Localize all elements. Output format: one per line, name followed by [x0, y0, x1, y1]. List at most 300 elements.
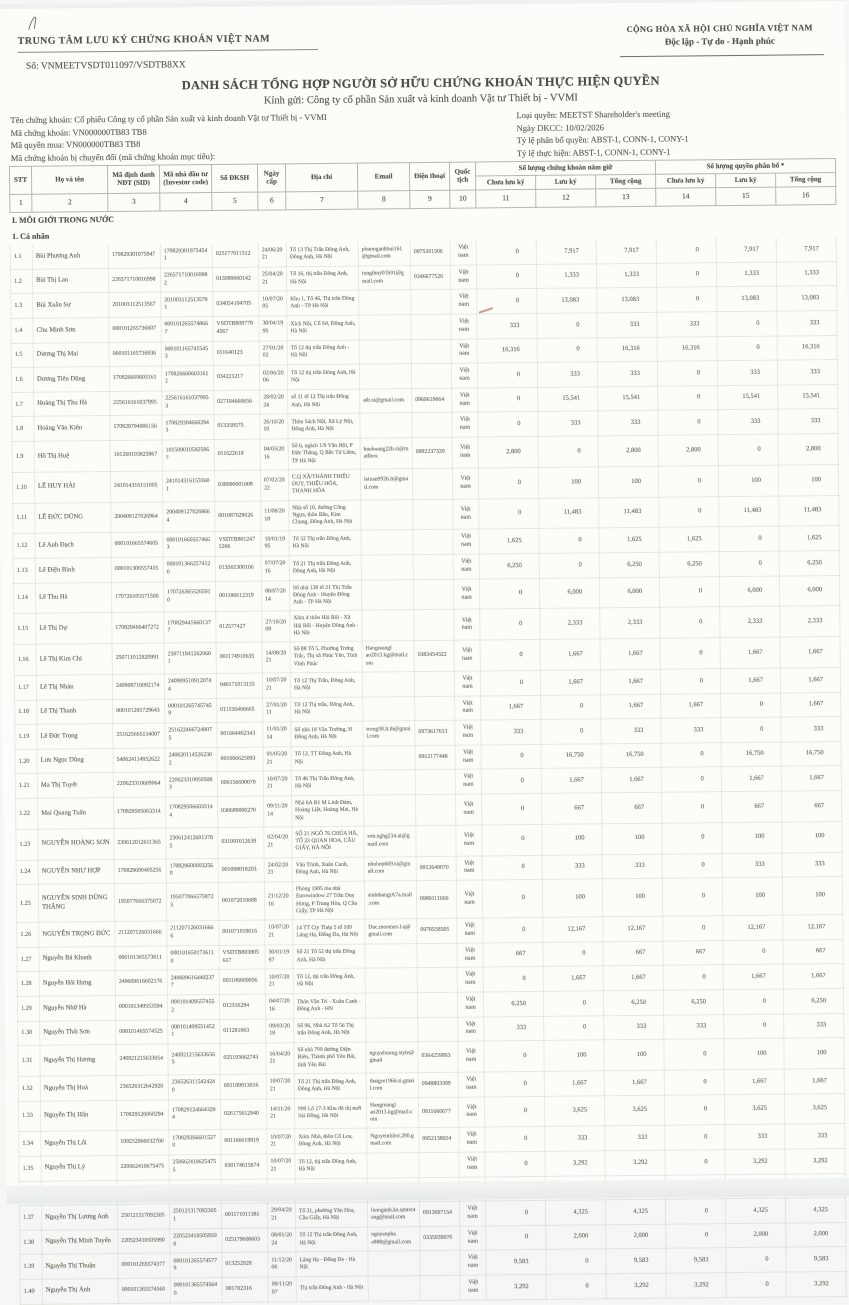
cell-address: Số 21 Tổ 52 thị trấn Đông Anh, Hà Nội	[293, 944, 365, 969]
cell-name: Nguyễn Thị Hân	[40, 1100, 116, 1132]
cell-held-total: 15,541	[598, 386, 658, 411]
cell-sid: 250711012820991	[112, 643, 164, 674]
cell-sid: 000101265574377	[118, 1253, 170, 1278]
cell-phone: 0913697154	[419, 1201, 459, 1226]
cell-rights-unregistered: 0	[662, 822, 722, 853]
cell-dksh: 001106600056	[219, 969, 265, 994]
cell-held-unregistered: 0	[480, 609, 540, 640]
cell-held-unregistered: 0	[482, 855, 542, 880]
cell-dksh: 013089060142	[212, 267, 258, 292]
cell-sid: 251625665134007	[113, 723, 165, 748]
cell-held-unregistered: 0	[479, 498, 539, 529]
cell-phone: 0912640070	[416, 856, 456, 881]
cell-issue-date: 24/02/2021	[264, 857, 292, 882]
cell-phone: 0912177448	[415, 745, 455, 770]
cell-held-unregistered: 9,583	[486, 1250, 546, 1275]
col-group-rights: Số lượng quyền phân bổ *	[655, 159, 835, 174]
cell-held-total: 1,667	[600, 669, 660, 694]
cell-stt: 1.12	[13, 534, 35, 559]
section-domestic-brokerage-label: I. MÔI GIỚI TRONG NƯỚC	[11, 214, 115, 225]
table-body	[10, 237, 846, 1304]
cell-held-total: 100	[604, 1039, 664, 1070]
cell-stt: 1.19	[15, 724, 37, 749]
cell-name: Lê Thị Kim Chi	[36, 644, 112, 676]
cell-name: LÊ HUY HẢI	[34, 471, 110, 503]
cell-sid: 000101265736607	[109, 317, 161, 342]
cell-investor-code: 0001014095514521	[168, 1019, 220, 1044]
column-number: 14	[656, 187, 716, 206]
cell-address: Tổ 21 Thị trấn Đông Anh, Đông Anh, Hà Nội	[289, 555, 361, 580]
pen-mark	[26, 14, 52, 34]
cell-rights-deposited: 16,750	[721, 742, 781, 767]
cell-dksh: 038090001008	[214, 470, 260, 501]
cell-name: Lưu Ngọc Dũng	[37, 748, 113, 773]
cell-phone	[417, 992, 457, 1017]
motto-underline	[620, 54, 824, 57]
cell-email: trong58.lt.th@gmail.com	[363, 721, 415, 746]
cell-email	[361, 579, 413, 610]
cell-dksh: 026175612940	[220, 1099, 266, 1130]
cell-rights-deposited: 100	[722, 877, 782, 916]
cell-address: Khu 1, Tổ 46, Thị trấn Đông Anh - TP Hà Nội	[287, 291, 359, 316]
cell-held-unregistered: 0	[478, 412, 538, 437]
cell-held-deposited: 0	[537, 337, 597, 362]
cell-held-deposited: 0	[546, 1274, 606, 1299]
cell-email	[361, 499, 413, 530]
cell-rights-deposited: 1,667	[720, 637, 780, 668]
cell-held-deposited: 100	[542, 879, 602, 918]
cell-investor-code: 2205234105059590	[170, 1228, 222, 1253]
cell-email	[359, 364, 411, 389]
cell-email	[363, 770, 415, 795]
cell-rights-total: 11,483	[779, 495, 839, 526]
cell-held-total: 7,917	[596, 239, 656, 264]
cell-sid: 211207126031666	[115, 921, 167, 946]
cell-phone	[413, 499, 453, 530]
cell-email: sinhthangtA7a.mail.com	[364, 881, 416, 920]
cell-investor-code: 0001012655745779	[170, 1253, 222, 1278]
cell-nationality: Việt nam	[460, 1275, 486, 1300]
cell-rights-unregistered: 0	[665, 1199, 725, 1224]
cell-phone	[411, 290, 451, 315]
col-header-held-unregistered: Chưa lưu ký	[476, 175, 536, 189]
cell-email: thaigre1966.si.gmail.com	[366, 1073, 418, 1098]
cell-held-deposited: 7,917	[536, 240, 596, 265]
cell-sid: 170829690405256	[114, 859, 166, 884]
cell-held-total: 3,625	[604, 1095, 664, 1126]
cell-held-deposited: 3,292	[545, 1151, 605, 1176]
cell-name: Nguyễn Thị Lý	[41, 1155, 117, 1180]
cell-rights-deposited: 12,167	[723, 915, 783, 940]
cell-issue-date: 01/05/2021	[263, 747, 291, 772]
cell-rights-unregistered: 667	[663, 940, 723, 965]
cell-investor-code: 1707263655265910	[163, 581, 215, 612]
cell-held-deposited: 0	[544, 1015, 604, 1040]
cell-dksh: 025177011512	[212, 243, 258, 268]
cell-rights-unregistered: 3,292	[666, 1273, 726, 1298]
cell-phone	[418, 1017, 458, 1042]
cell-rights-total: 1,625	[779, 526, 839, 551]
cell-dksh: 001702316	[222, 1277, 268, 1302]
col-header-investor-code: Mã nhà đầu tư (Investor code)	[159, 165, 211, 193]
cell-held-unregistered: 0	[480, 670, 540, 695]
cell-email: atb.si@gmail.com	[360, 388, 412, 413]
column-number: 12	[536, 188, 596, 207]
cell-rights-unregistered: 333	[661, 718, 721, 743]
cell-email	[362, 610, 414, 641]
cell-held-deposited: 333	[538, 411, 598, 436]
cell-phone	[414, 610, 454, 641]
cell-phone	[414, 671, 454, 696]
cell-rights-unregistered: 6,250	[659, 552, 719, 577]
cell-nationality: Việt nam	[451, 363, 477, 388]
cell-dksh: 001664462343	[217, 722, 263, 747]
cell-investor-code: 1708296000032560	[166, 858, 218, 883]
cell-held-deposited: 1,667	[541, 768, 601, 793]
cell-address: Thôn Sách Nội, Xã Lý Nội, Đông Anh, Hà Nội	[288, 414, 360, 439]
cell-name: Bùi Phương Anh	[32, 244, 108, 269]
cell-investor-code: 0001014095574552	[167, 994, 219, 1019]
cell-sid: 241014316151005	[110, 471, 162, 502]
cell-nationality: Việt nam	[457, 992, 483, 1017]
cell-held-unregistered: 0	[476, 240, 536, 265]
cell-dksh: 011156466665	[217, 698, 263, 723]
cell-email: luonganh.ka.qmtentang@mail.com	[367, 1202, 419, 1227]
cell-rights-deposited: 2,333	[720, 607, 780, 638]
cell-email	[363, 696, 415, 721]
cell-sid: 170829466407272	[112, 612, 164, 643]
cell-rights-unregistered: 0	[661, 742, 721, 767]
cell-rights-deposited: 333	[718, 410, 778, 435]
cell-dksh: 001098018203	[218, 858, 264, 883]
cell-held-unregistered: 0	[484, 1096, 544, 1127]
cell-rights-deposited: 0	[718, 434, 778, 465]
cell-held-unregistered: 333	[481, 720, 541, 745]
cell-dksh: 012577427	[216, 611, 262, 642]
cell-name: Lê Anh Đạch	[35, 533, 111, 558]
cell-held-total: 333	[602, 854, 662, 879]
cell-phone: 0978558505	[417, 918, 457, 943]
cell-held-total: 1,333	[596, 263, 656, 288]
shareholder-table	[9, 158, 847, 1304]
cell-address: Số 96, Nhà A2 Tổ 56 Thị trấn Đông Anh, Hà Nội	[294, 1018, 366, 1043]
cell-rights-total: 667	[782, 790, 842, 821]
cell-address: Tổ 16, thị trấn Đông Anh, Hà Nội	[286, 266, 358, 291]
cell-nationality: Việt nam	[460, 1250, 486, 1275]
cell-sid: 540624114952622	[113, 748, 165, 773]
cell-address: Tổ 46 Thị Trấn Đông Anh, Hà Nội	[291, 770, 363, 795]
cell-name: Hoàng Thị Thu Hà	[34, 391, 110, 416]
cell-stt: 1.5	[11, 343, 33, 368]
cell-dksh: 001666625093	[217, 747, 263, 772]
cell-held-total: 16,316	[597, 337, 657, 362]
cell-held-total: 333	[601, 718, 661, 743]
cell-dksh: 013358575	[214, 415, 260, 440]
cell-held-unregistered: 0	[483, 918, 543, 943]
cell-dksh: 013252928	[222, 1252, 268, 1277]
cell-rights-deposited: 333	[722, 853, 782, 878]
cell-rights-total: 3,625	[784, 1093, 844, 1124]
cell-stt: 1.27	[17, 947, 39, 972]
cell-issue-date: 10/07/2005	[259, 291, 287, 316]
cell-held-deposited: 15,541	[538, 387, 598, 412]
cell-investor-code: 2256161610379953	[162, 390, 214, 415]
cell-stt: 1.39	[20, 1255, 42, 1280]
cell-stt: 1.14	[13, 583, 35, 614]
cell-held-unregistered: 0	[477, 289, 537, 314]
cell-rights-total: 1,667	[784, 1068, 844, 1093]
cell-investor-code: 0001012657457459	[165, 698, 217, 723]
cell-sid: 200409127026964	[111, 502, 163, 533]
cell-stt: 1.21	[15, 774, 37, 799]
org-name: TRUNG TÂM LƯU KÝ CHỨNG KHOÁN VIỆT NAM	[17, 33, 270, 47]
cell-held-deposited: 333	[545, 1126, 605, 1151]
cell-held-deposited: 0	[543, 942, 603, 967]
page-title: DANH SÁCH TỔNG HỢP NGƯỜI SỞ HỮU CHỨNG KHOÁN THỰC HIỆN QUYỀN	[181, 73, 660, 93]
cell-name: Nguyễn Thị Lối	[41, 1131, 117, 1156]
cell-issue-date: 08/07/2014	[261, 580, 289, 611]
col-header-rights-total: Tổng cộng	[776, 172, 836, 186]
cell-rights-total: 13,083	[777, 286, 837, 311]
cell-nationality: Việt nam	[455, 696, 481, 721]
cell-held-deposited: 333	[542, 854, 602, 879]
cell-investor-code: 0001011657415453	[161, 341, 213, 366]
cell-name: Lê Thị Thanh	[37, 699, 113, 724]
cell-nationality: Việt nam	[452, 388, 478, 413]
cell-held-total: 1,667	[604, 1070, 664, 1095]
col-header-dksh: Số ĐKSH	[211, 164, 257, 192]
cell-held-unregistered: 667	[483, 942, 543, 967]
cell-rights-total: 9,583	[786, 1247, 846, 1272]
cell-address: C.Q XÃ/THÀNH THIỆU DUY, THIỆU HÓA, THANH HÓA	[288, 469, 360, 500]
cell-sid: 000101306557415	[111, 557, 163, 582]
cell-rights-total: 100	[784, 1038, 844, 1069]
cell-rights-unregistered: 6,250	[663, 990, 723, 1015]
cell-rights-unregistered: 0	[658, 386, 718, 411]
cell-address: Xóm 4 thôn Hải Bối - Xã Hải Bối - Huyện Đông Anh - Hà Nội	[290, 611, 362, 642]
cell-held-unregistered: 0	[478, 467, 538, 498]
cell-email	[364, 795, 416, 826]
cell-issue-date: 27/01/2011	[263, 697, 291, 722]
cell-held-total: 333	[598, 411, 658, 436]
column-number: 15	[716, 187, 776, 206]
cell-issue-date: 10/07/2021	[262, 673, 290, 698]
cell-held-total: 1,667	[603, 966, 663, 991]
cell-rights-deposited: 3,625	[724, 1094, 784, 1125]
cell-issue-date: 27/01/2002	[259, 340, 287, 365]
cell-name: Mai Quang Tuấn	[38, 797, 114, 829]
cell-rights-total: 6,250	[783, 989, 843, 1014]
cell-held-unregistered: 0	[484, 1071, 544, 1096]
cell-investor-code: 2507118412620601	[164, 643, 216, 674]
cell-email	[361, 555, 413, 580]
cell-address: Tổ 32 Thị trấn Đông Anh, Hà Nội	[289, 531, 361, 556]
cell-address: Thị trấn Đông Anh - Hà Nội	[296, 1276, 368, 1301]
cell-rights-total: 1,667	[783, 964, 843, 989]
cell-investor-code: 2516224667248075	[165, 723, 217, 748]
cell-stt: 1.37	[19, 1205, 41, 1230]
cell-nationality: Việt nam	[459, 1201, 485, 1226]
cell-rights-deposited: 0	[721, 717, 781, 742]
cell-rights-total: 333	[785, 1124, 845, 1149]
cell-held-unregistered: 1,625	[479, 529, 539, 554]
cell-name: Dương Tiến Dũng	[33, 367, 109, 392]
cell-investor-code: 2365263115424240	[168, 1074, 220, 1099]
cell-investor-code: 2408212156336565	[168, 1044, 220, 1075]
cell-issue-date: 11/12/2006	[268, 1252, 296, 1277]
cell-stt: 1.24	[16, 860, 38, 885]
cell-nationality: Việt nam	[456, 825, 482, 856]
cell-address: Tổ 12 Thị trấn Đông Anh, Hà Nội	[296, 1227, 368, 1252]
cell-held-unregistered: 0	[485, 1127, 545, 1152]
cell-rights-total: 6,250	[779, 551, 839, 576]
column-number: 7	[286, 191, 358, 210]
cell-rights-unregistered: 0	[665, 1150, 725, 1175]
cell-email: phuonganhbui161@gmail.com	[358, 241, 410, 266]
cell-sid: 000101365573611	[115, 946, 167, 971]
cell-email: nhuhop669.si@gmail.com	[364, 856, 416, 881]
cell-address: Nhà số 10, đường Cổng Ngựa, thôn Bầu, Kim Chung, Đông Anh, Hà Nội	[289, 500, 361, 531]
cell-rights-deposited: 11,483	[719, 496, 779, 527]
meta-security-name: Tên chứng khoán: Cổ phiếu Công ty cổ phần Sản xuất và kinh doanh Vật tư Thiết bị - VVMI	[10, 111, 327, 125]
cell-held-unregistered: 6,250	[479, 553, 539, 578]
cell-phone: 0383454322	[414, 640, 454, 671]
cell-rights-total: 6,000	[779, 575, 839, 606]
col-header-address: Địa chỉ	[285, 163, 357, 191]
cell-nationality: Việt nam	[454, 640, 480, 671]
cell-held-deposited: 13,083	[537, 288, 597, 313]
cell-rights-total: 15,541	[778, 384, 838, 409]
meta-left-block	[10, 109, 500, 164]
cell-held-deposited: 4,325	[545, 1200, 605, 1225]
cell-nationality: Việt nam	[454, 609, 480, 640]
cell-phone: 0989111666	[416, 880, 456, 918]
cell-rights-deposited: 0	[723, 940, 783, 965]
cell-nationality: Việt nam	[452, 412, 478, 437]
cell-dksh: 025193662743	[220, 1043, 266, 1074]
cell-name: NGUYỄN NHƯ HỢP	[38, 859, 114, 884]
cell-issue-date: 09/11/2007	[268, 1277, 296, 1302]
cell-phone	[419, 1152, 459, 1177]
column-number: 16	[776, 186, 836, 205]
cell-investor-code: 2306124126013785	[166, 827, 218, 858]
cell-issue-date: 09/11/2014	[264, 796, 292, 827]
cell-issue-date: 10/07/2021	[267, 1129, 295, 1154]
cell-name: Bùi Xuân Sư	[33, 293, 109, 318]
cell-held-deposited: 0	[539, 528, 599, 553]
meta-security-code: Mã chứng khoán: VN000000TB83 TB8	[10, 126, 147, 138]
cell-phone	[412, 468, 452, 499]
cell-investor-code: 1708266606031612	[161, 366, 213, 391]
cell-issue-date: 07/02/2022	[260, 470, 288, 501]
cell-rights-deposited: 1,667	[723, 964, 783, 989]
cell-phone: 0992237339	[412, 437, 452, 468]
cell-issue-date: 14/11/2021	[266, 1098, 294, 1129]
cell-held-deposited: 3,625	[544, 1095, 604, 1126]
cell-phone	[415, 770, 455, 795]
cell-stt: 1.34	[19, 1132, 41, 1157]
cell-phone	[411, 363, 451, 388]
cell-stt: 1.23	[16, 829, 38, 860]
cell-rights-deposited: 0	[719, 527, 779, 552]
cell-issue-date: 30/04/1995	[259, 316, 287, 341]
cell-sid: 240821215633654	[116, 1044, 168, 1075]
cell-address: số 11 tổ 12 Thị trấn Đông Anh, Hà Nội	[288, 389, 360, 414]
cell-held-unregistered: 6,250	[483, 991, 543, 1016]
cell-phone	[413, 554, 453, 579]
cell-email: Hangreangl ao2013.kg@mail.com	[362, 641, 414, 672]
cell-nationality: Việt nam	[456, 856, 482, 881]
cell-address: Số nhà 799 đường Điện Biên, Thành phố Yên Bái, tỉnh Yên Bái	[294, 1042, 366, 1073]
cell-stt: 1.35	[19, 1156, 41, 1181]
republic-block	[606, 22, 834, 47]
cell-held-deposited: 0	[537, 313, 597, 338]
cell-dksh: 001189913016	[220, 1074, 266, 1099]
cell-address: Số 6, ngách 1/9 Văn Hội, P Đức Thắng, Q Bắc Từ Liêm, TP Hà Nội	[288, 438, 360, 469]
col-header-name: Họ và tên	[31, 166, 107, 194]
cell-rights-total: 4,325	[785, 1198, 845, 1223]
col-header-rights-deposited: Lưu ký	[716, 173, 776, 187]
cell-phone	[415, 696, 455, 721]
cell-name: Lê Điện Bình	[35, 558, 111, 583]
cell-dksh: 001166619919	[221, 1129, 267, 1154]
cell-name: Nguyễn Bá Khanh	[39, 946, 115, 971]
meta-exercise-ratio: Tỷ lệ thực hiện: ABST-1, CONN-1, CONY-1	[516, 146, 671, 158]
cell-sid: 000101349553594	[115, 995, 167, 1020]
cell-phone	[416, 794, 456, 825]
cell-investor-code: 2501213170923051	[169, 1204, 221, 1229]
cell-nationality: Việt nam	[456, 880, 482, 918]
cell-rights-deposited: 4,325	[725, 1198, 785, 1223]
cell-email	[368, 1251, 420, 1276]
cell-email	[363, 745, 415, 770]
col-group-holding: Số lượng chứng khoán nắm giữ	[475, 160, 655, 175]
cell-dksh: 046171013155	[216, 673, 262, 698]
cell-name: Nguyễn Thị Hoà	[40, 1075, 116, 1100]
cell-investor-code: 2406201145262302	[165, 747, 217, 772]
cell-rights-deposited: 0	[717, 336, 777, 361]
cell-phone	[411, 314, 451, 339]
cell-phone	[413, 530, 453, 555]
cell-name: Nguyễn Thị Thuận	[42, 1254, 118, 1279]
cell-rights-deposited: 0	[717, 311, 777, 336]
cell-stt: 1.25	[16, 884, 38, 922]
cell-held-total: 333	[604, 1015, 664, 1040]
cell-held-unregistered: 0	[486, 1225, 546, 1250]
column-number: 11	[476, 189, 536, 208]
cell-investor-code: 2406096164402377	[167, 970, 219, 995]
cell-dksh: 001071019016	[219, 920, 265, 945]
cell-held-total: 1,625	[599, 528, 659, 553]
cell-nationality: Việt nam	[450, 241, 476, 265]
cell-issue-date: 02/06/2006	[259, 365, 287, 390]
cell-phone	[420, 1275, 460, 1300]
cell-dksh: VSDTB8012471266	[215, 531, 261, 556]
cell-email: Nguyenthiloi.290.gmail.com	[367, 1128, 419, 1153]
cell-stt: 1.8	[12, 417, 34, 442]
cell-issue-date: 14/08/2021	[262, 642, 290, 673]
cell-rights-deposited: 0	[726, 1272, 786, 1297]
cell-phone: 0364259863	[418, 1041, 458, 1072]
cell-email	[366, 1017, 418, 1042]
cell-rights-deposited: 100	[718, 465, 778, 496]
cell-investor-code: 0001012655748667	[161, 317, 213, 342]
cell-held-deposited: 6,000	[539, 577, 599, 608]
cell-name: Ma Thị Tuyết	[37, 773, 113, 798]
cell-nationality: Việt nam	[459, 1127, 485, 1152]
cell-held-total: 333	[597, 362, 657, 387]
cell-held-deposited: 100	[544, 1040, 604, 1071]
